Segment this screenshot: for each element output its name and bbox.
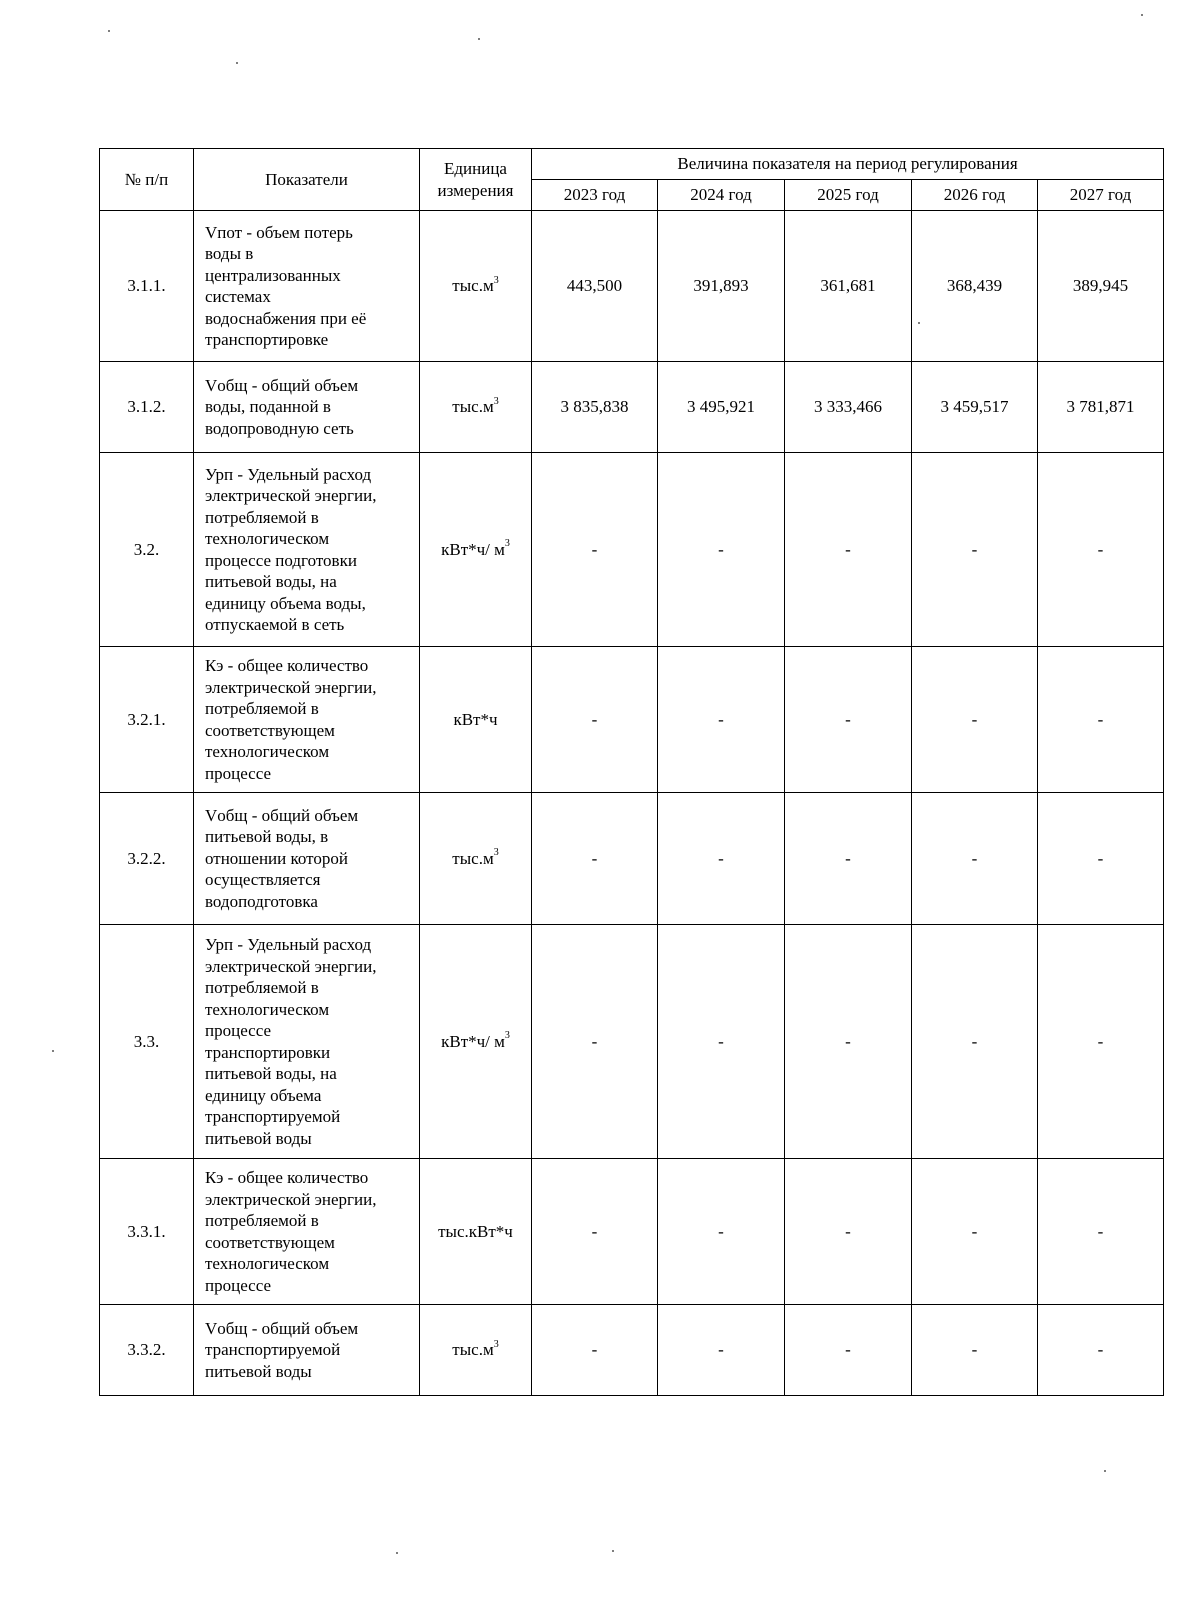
value-cell: - bbox=[912, 647, 1038, 793]
unit-text: тыс.м bbox=[452, 397, 494, 417]
table-row bbox=[100, 453, 1164, 647]
unit-superscript: 3 bbox=[493, 395, 499, 407]
scan-speck bbox=[396, 1552, 398, 1554]
indicator-name-line: Vобщ - общий объем bbox=[205, 1318, 359, 1338]
value-cell: - bbox=[658, 1159, 785, 1305]
value-cell: - bbox=[785, 453, 912, 647]
indicator-name-line: единицу объема bbox=[205, 1085, 322, 1105]
scan-speck bbox=[1141, 14, 1143, 16]
scan-speck bbox=[236, 62, 238, 64]
indicator-name-line: осуществляется bbox=[205, 870, 321, 890]
value-cell: 361,681 bbox=[785, 211, 912, 362]
indicator-name-line: потребляемой в bbox=[205, 507, 319, 527]
indicator-name-line: водоснабжения при её bbox=[205, 308, 367, 328]
indicator-name-line: отпускаемой в сеть bbox=[205, 615, 345, 634]
indicator-name-line: транспортировке bbox=[205, 330, 329, 349]
indicator-name-line: электрической энергии, bbox=[205, 486, 377, 505]
unit-text: тыс.кВт*ч bbox=[438, 1221, 513, 1241]
scan-speck bbox=[52, 1050, 54, 1052]
value-cell: - bbox=[785, 647, 912, 793]
value-cell: 391,893 bbox=[658, 211, 785, 362]
indicator-name-line: Vпот - объем потерь bbox=[205, 222, 353, 242]
indicator-name-line: питьевой воды, на bbox=[205, 1064, 337, 1083]
indicator-name-line: централизованных bbox=[205, 265, 341, 285]
value-cell: - bbox=[912, 1159, 1038, 1305]
value-cell: - bbox=[912, 453, 1038, 647]
unit-text: тыс.м bbox=[452, 848, 494, 868]
indicator-name bbox=[194, 793, 420, 925]
indicator-name-line: транспортируемой bbox=[205, 1107, 341, 1126]
indicator-name-line: питьевой воды bbox=[205, 1361, 312, 1381]
row-number: 3.1.2. bbox=[100, 362, 194, 453]
value-cell: - bbox=[532, 925, 658, 1159]
indicator-name bbox=[194, 211, 420, 362]
table-row bbox=[100, 211, 1164, 362]
unit-cell bbox=[420, 1159, 532, 1305]
unit-cell bbox=[420, 925, 532, 1159]
table-row bbox=[100, 647, 1164, 793]
indicator-name bbox=[194, 1305, 420, 1396]
header-unit-line2: измерения bbox=[437, 180, 514, 200]
value-cell: 3 495,921 bbox=[658, 362, 785, 453]
header-num: № п/п bbox=[100, 149, 194, 211]
indicator-name-line: потребляемой в bbox=[205, 699, 319, 718]
unit-text: тыс.м bbox=[452, 276, 494, 296]
value-cell: 443,500 bbox=[532, 211, 658, 362]
header-year: 2023 год bbox=[532, 180, 658, 211]
unit-text: кВт*ч/ м bbox=[441, 1031, 505, 1051]
indicator-name bbox=[194, 362, 420, 453]
indicator-name-line: технологическом bbox=[205, 529, 330, 548]
table-row bbox=[100, 362, 1164, 453]
scan-speck bbox=[918, 322, 920, 324]
table-row bbox=[100, 1159, 1164, 1305]
table-header bbox=[100, 149, 1164, 211]
indicator-name-line: системах bbox=[205, 287, 271, 306]
header-unit bbox=[420, 149, 532, 211]
indicator-name-line: водопроводную сеть bbox=[205, 418, 354, 438]
indicator-name-line: Vобщ - общий объем bbox=[205, 805, 359, 825]
indicator-name-line: водоподготовка bbox=[205, 891, 318, 911]
row-number: 3.3. bbox=[100, 925, 194, 1159]
indicator-name-line: Урп - Удельный расход bbox=[205, 464, 372, 484]
indicator-name bbox=[194, 647, 420, 793]
header-year: 2027 год bbox=[1038, 180, 1164, 211]
scan-speck bbox=[478, 38, 480, 40]
unit-cell bbox=[420, 793, 532, 925]
unit-cell bbox=[420, 1305, 532, 1396]
row-number: 3.1.1. bbox=[100, 211, 194, 362]
indicator-name bbox=[194, 925, 420, 1159]
value-cell: - bbox=[912, 925, 1038, 1159]
unit-cell bbox=[420, 453, 532, 647]
unit-superscript: 3 bbox=[504, 538, 510, 550]
value-cell: - bbox=[785, 1159, 912, 1305]
header-period: Величина показателя на период регулирования bbox=[532, 149, 1164, 180]
value-cell: - bbox=[658, 1305, 785, 1396]
indicator-name-line: потребляемой в bbox=[205, 978, 319, 997]
value-cell: - bbox=[1038, 1159, 1164, 1305]
indicator-name-line: Vобщ - общий объем bbox=[205, 375, 359, 395]
value-cell: - bbox=[785, 1305, 912, 1396]
indicator-name-line: отношении которой bbox=[205, 848, 348, 868]
indicator-name-line: воды, поданной в bbox=[205, 397, 331, 417]
unit-text: кВт*ч/ м bbox=[441, 539, 505, 559]
unit-superscript: 3 bbox=[493, 274, 499, 286]
indicator-name-line: единицу объема воды, bbox=[205, 593, 366, 613]
table-row bbox=[100, 1305, 1164, 1396]
value-cell: - bbox=[532, 1159, 658, 1305]
value-cell: - bbox=[658, 925, 785, 1159]
header-year: 2026 год bbox=[912, 180, 1038, 211]
value-cell: - bbox=[785, 793, 912, 925]
indicator-name-line: транспортировки bbox=[205, 1042, 331, 1062]
indicator-name bbox=[194, 1159, 420, 1305]
value-cell: - bbox=[785, 925, 912, 1159]
indicator-name-line: Кэ - общее количество bbox=[205, 656, 369, 675]
indicator-name-line: технологическом bbox=[205, 999, 330, 1019]
value-cell: - bbox=[532, 793, 658, 925]
indicator-name-line: питьевой воды, на bbox=[205, 572, 337, 591]
indicator-name-line: электрической энергии, bbox=[205, 1189, 377, 1209]
header-year: 2025 год bbox=[785, 180, 912, 211]
value-cell: 368,439 bbox=[912, 211, 1038, 362]
indicator-name-line: процессе подготовки bbox=[205, 550, 357, 570]
indicator-name-line: электрической энергии, bbox=[205, 956, 377, 976]
value-cell: 3 459,517 bbox=[912, 362, 1038, 453]
unit-text: кВт*ч bbox=[453, 709, 498, 729]
row-number: 3.2.1. bbox=[100, 647, 194, 793]
unit-text: тыс.м bbox=[452, 1340, 494, 1360]
indicator-name-line: транспортируемой bbox=[205, 1340, 341, 1360]
indicator-name-line: процессе bbox=[205, 1275, 272, 1295]
unit-superscript: 3 bbox=[504, 1030, 510, 1042]
unit-cell bbox=[420, 362, 532, 453]
scan-speck bbox=[612, 1550, 614, 1552]
value-cell: - bbox=[1038, 925, 1164, 1159]
unit-cell bbox=[420, 647, 532, 793]
value-cell: - bbox=[912, 793, 1038, 925]
header-year: 2024 год bbox=[658, 180, 785, 211]
indicator-name-line: питьевой воды, в bbox=[205, 827, 329, 847]
row-number: 3.2. bbox=[100, 453, 194, 647]
indicator-name-line: Урп - Удельный расход bbox=[205, 935, 372, 954]
indicator-name-line: технологическом bbox=[205, 1254, 330, 1273]
indicator-name-line: технологическом bbox=[205, 742, 330, 761]
table-row bbox=[100, 793, 1164, 925]
unit-superscript: 3 bbox=[493, 1338, 499, 1350]
table-body bbox=[100, 211, 1164, 1396]
value-cell: - bbox=[1038, 1305, 1164, 1396]
indicator-name-line: питьевой воды bbox=[205, 1128, 312, 1148]
scan-speck bbox=[108, 30, 110, 32]
row-number: 3.3.2. bbox=[100, 1305, 194, 1396]
value-cell: 3 835,838 bbox=[532, 362, 658, 453]
unit-cell bbox=[420, 211, 532, 362]
value-cell: - bbox=[1038, 647, 1164, 793]
indicator-name-line: процессе bbox=[205, 1021, 272, 1040]
unit-superscript: 3 bbox=[493, 847, 499, 859]
value-cell: - bbox=[658, 793, 785, 925]
value-cell: - bbox=[532, 453, 658, 647]
indicator-name bbox=[194, 453, 420, 647]
row-number: 3.2.2. bbox=[100, 793, 194, 925]
value-cell: 3 333,466 bbox=[785, 362, 912, 453]
header-unit-line1: Единица bbox=[444, 159, 507, 178]
indicator-name-line: процессе bbox=[205, 763, 272, 783]
value-cell: - bbox=[658, 647, 785, 793]
row-number: 3.3.1. bbox=[100, 1159, 194, 1305]
value-cell: - bbox=[658, 453, 785, 647]
value-cell: - bbox=[1038, 453, 1164, 647]
value-cell: - bbox=[532, 1305, 658, 1396]
value-cell: - bbox=[912, 1305, 1038, 1396]
indicators-table bbox=[99, 148, 1164, 1396]
indicator-name-line: воды в bbox=[205, 244, 254, 263]
value-cell: 389,945 bbox=[1038, 211, 1164, 362]
value-cell: - bbox=[532, 647, 658, 793]
indicator-name-line: соответствующем bbox=[205, 1232, 335, 1252]
indicator-name-line: потребляемой в bbox=[205, 1211, 319, 1230]
indicator-name-line: соответствующем bbox=[205, 720, 335, 740]
scan-speck bbox=[1104, 1470, 1106, 1472]
table-row bbox=[100, 925, 1164, 1159]
header-indicator: Показатели bbox=[194, 149, 420, 211]
indicator-name-line: Кэ - общее количество bbox=[205, 1168, 369, 1187]
value-cell: 3 781,871 bbox=[1038, 362, 1164, 453]
indicator-name-line: электрической энергии, bbox=[205, 677, 377, 697]
value-cell: - bbox=[1038, 793, 1164, 925]
